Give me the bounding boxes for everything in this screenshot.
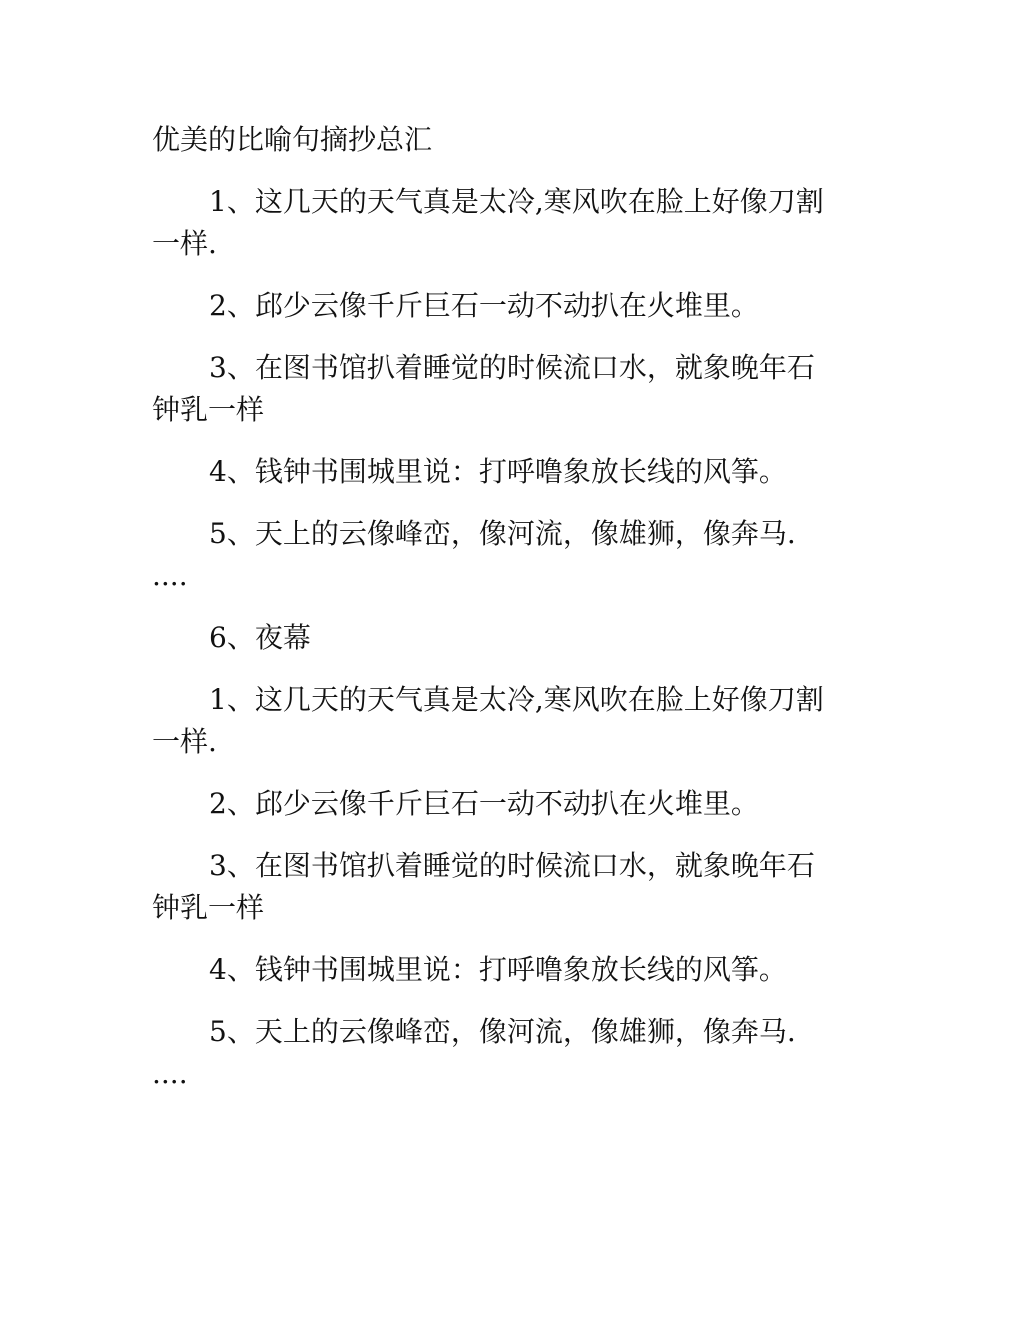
paragraph-line: 4、钱钟书围城里说：打呼噜象放长线的风筝。 [209, 953, 787, 986]
paragraph [152, 347, 882, 431]
paragraph [152, 845, 882, 929]
paragraph [152, 949, 882, 991]
document-title [152, 119, 882, 161]
paragraph-line: 1、这几天的天气真是太冷,寒风吹在脸上好像刀割 [209, 185, 824, 218]
paragraph-line: .... [152, 1057, 188, 1090]
paragraph-line: 钟乳一样 [152, 393, 265, 426]
paragraph [152, 181, 882, 265]
paragraph-line: .... [152, 559, 188, 592]
paragraph [152, 617, 882, 659]
paragraph-line: 3、在图书馆扒着睡觉的时候流口水，就象晚年石 [209, 351, 815, 384]
paragraph-line: 4、钱钟书围城里说：打呼噜象放长线的风筝。 [209, 455, 787, 488]
paragraph [152, 513, 882, 597]
paragraph-line: 3、在图书馆扒着睡觉的时候流口水，就象晚年石 [209, 849, 815, 882]
paragraph-line: 5、天上的云像峰峦，像河流，像雄狮，像奔马. [209, 1015, 796, 1048]
paragraph [152, 679, 882, 763]
paragraph [152, 1011, 882, 1095]
title-text: 优美的比喻句摘抄总汇 [152, 123, 433, 156]
paragraph-line: 一样. [152, 227, 217, 260]
paragraph-line: 1、这几天的天气真是太冷,寒风吹在脸上好像刀割 [209, 683, 824, 716]
paragraph-line: 一样. [152, 725, 217, 758]
paragraph-line: 5、天上的云像峰峦，像河流，像雄狮，像奔马. [209, 517, 796, 550]
paragraph [152, 451, 882, 493]
document-page [152, 119, 882, 1115]
paragraph [152, 783, 882, 825]
document-body [152, 181, 882, 1095]
paragraph-line: 6、夜幕 [209, 621, 311, 654]
paragraph-line: 钟乳一样 [152, 891, 265, 924]
paragraph-line: 2、邱少云像千斤巨石一动不动扒在火堆里。 [209, 787, 759, 820]
paragraph [152, 285, 882, 327]
paragraph-line: 2、邱少云像千斤巨石一动不动扒在火堆里。 [209, 289, 759, 322]
